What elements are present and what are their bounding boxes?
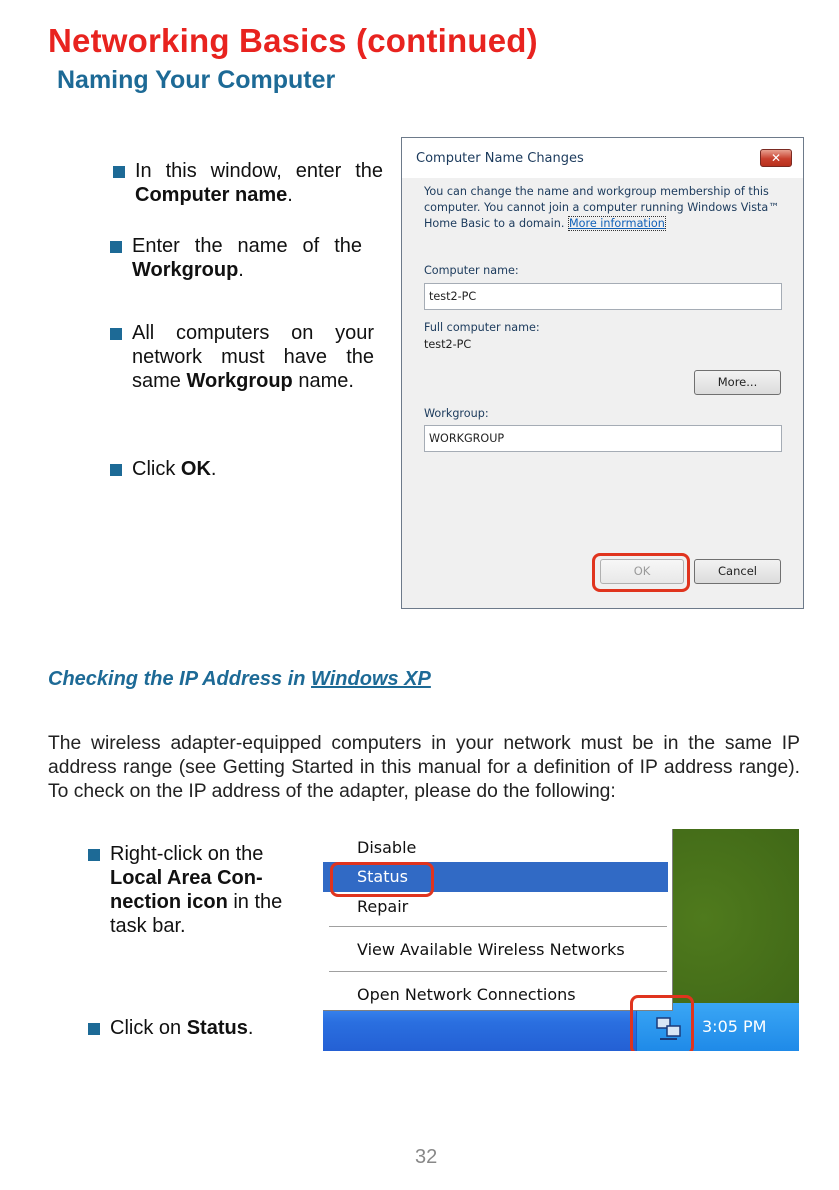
computer-name-label: Computer name: <box>424 264 519 277</box>
menu-item-view-wireless-networks[interactable]: View Available Wireless Networks <box>357 940 625 959</box>
menu-item-status[interactable]: Status <box>323 862 668 892</box>
computer-name-changes-dialog <box>401 137 804 609</box>
bullet-square-icon <box>110 464 122 476</box>
close-button[interactable]: ✕ <box>760 149 792 167</box>
full-computer-name-value: test2-PC <box>424 338 472 351</box>
tray-icon-highlight-box <box>630 995 694 1051</box>
list-item: Enter the name of the Workgroup. <box>110 234 362 282</box>
bullet-square-icon <box>110 241 122 253</box>
page-number: 32 <box>415 1146 438 1168</box>
workgroup-input[interactable]: WORKGROUP <box>424 425 782 452</box>
list-item: In this window, enter the Computer name. <box>113 159 383 207</box>
list-item: Right-click on the Local Area Con-nection icon in the task bar. <box>88 842 298 938</box>
dialog-intro-text: You can change the name and workgroup membership of this computer. You cannot join a computer running Windows Vista™ Home Basic to a domain. More information <box>424 185 780 230</box>
menu-item-open-network-connections[interactable]: Open Network Connections <box>357 985 576 1004</box>
menu-separator <box>329 971 667 972</box>
context-menu <box>323 829 673 1011</box>
menu-item-disable[interactable]: Disable <box>357 838 417 857</box>
status-highlight-box <box>330 862 434 897</box>
bullet-square-icon <box>110 328 122 340</box>
cancel-button[interactable]: Cancel <box>694 559 781 584</box>
page-title: Networking Basics (continued) <box>48 22 538 59</box>
section-heading: Checking the IP Address in Windows XP <box>48 668 431 690</box>
dialog-body <box>402 178 803 608</box>
intro-paragraph: The wireless adapter-equipped computers in your network must be in the same IP address range (see Getting Started in this manual for a definition of IP address range). To check on the IP address of the adapter, please do the following: <box>48 733 800 802</box>
windows-xp-link[interactable]: Windows XP <box>311 668 431 690</box>
page-subtitle: Naming Your Computer <box>57 66 336 94</box>
bullet-square-icon <box>113 166 125 178</box>
menu-separator <box>329 926 667 927</box>
list-item: Click on Status. <box>88 1016 298 1040</box>
computer-name-input[interactable]: test2-PC <box>424 283 782 310</box>
menu-item-repair[interactable]: Repair <box>357 897 409 916</box>
list-item: Click OK. <box>110 457 370 481</box>
list-item: All computers on your network must have the same Workgroup name. <box>110 321 374 393</box>
xp-context-menu-screenshot <box>323 829 799 1051</box>
ok-button[interactable]: OK <box>600 559 684 584</box>
more-information-link[interactable]: More information <box>569 217 665 230</box>
more-button[interactable]: More... <box>694 370 781 395</box>
workgroup-label: Workgroup: <box>424 407 489 420</box>
bullet-square-icon <box>88 849 100 861</box>
full-computer-name-label: Full computer name: <box>424 321 540 334</box>
taskbar-clock: 3:05 PM <box>702 1017 767 1036</box>
dialog-titlebar <box>402 138 803 178</box>
bullet-square-icon <box>88 1023 100 1035</box>
ok-highlight-box <box>592 553 690 592</box>
dialog-title: Computer Name Changes <box>416 151 584 166</box>
